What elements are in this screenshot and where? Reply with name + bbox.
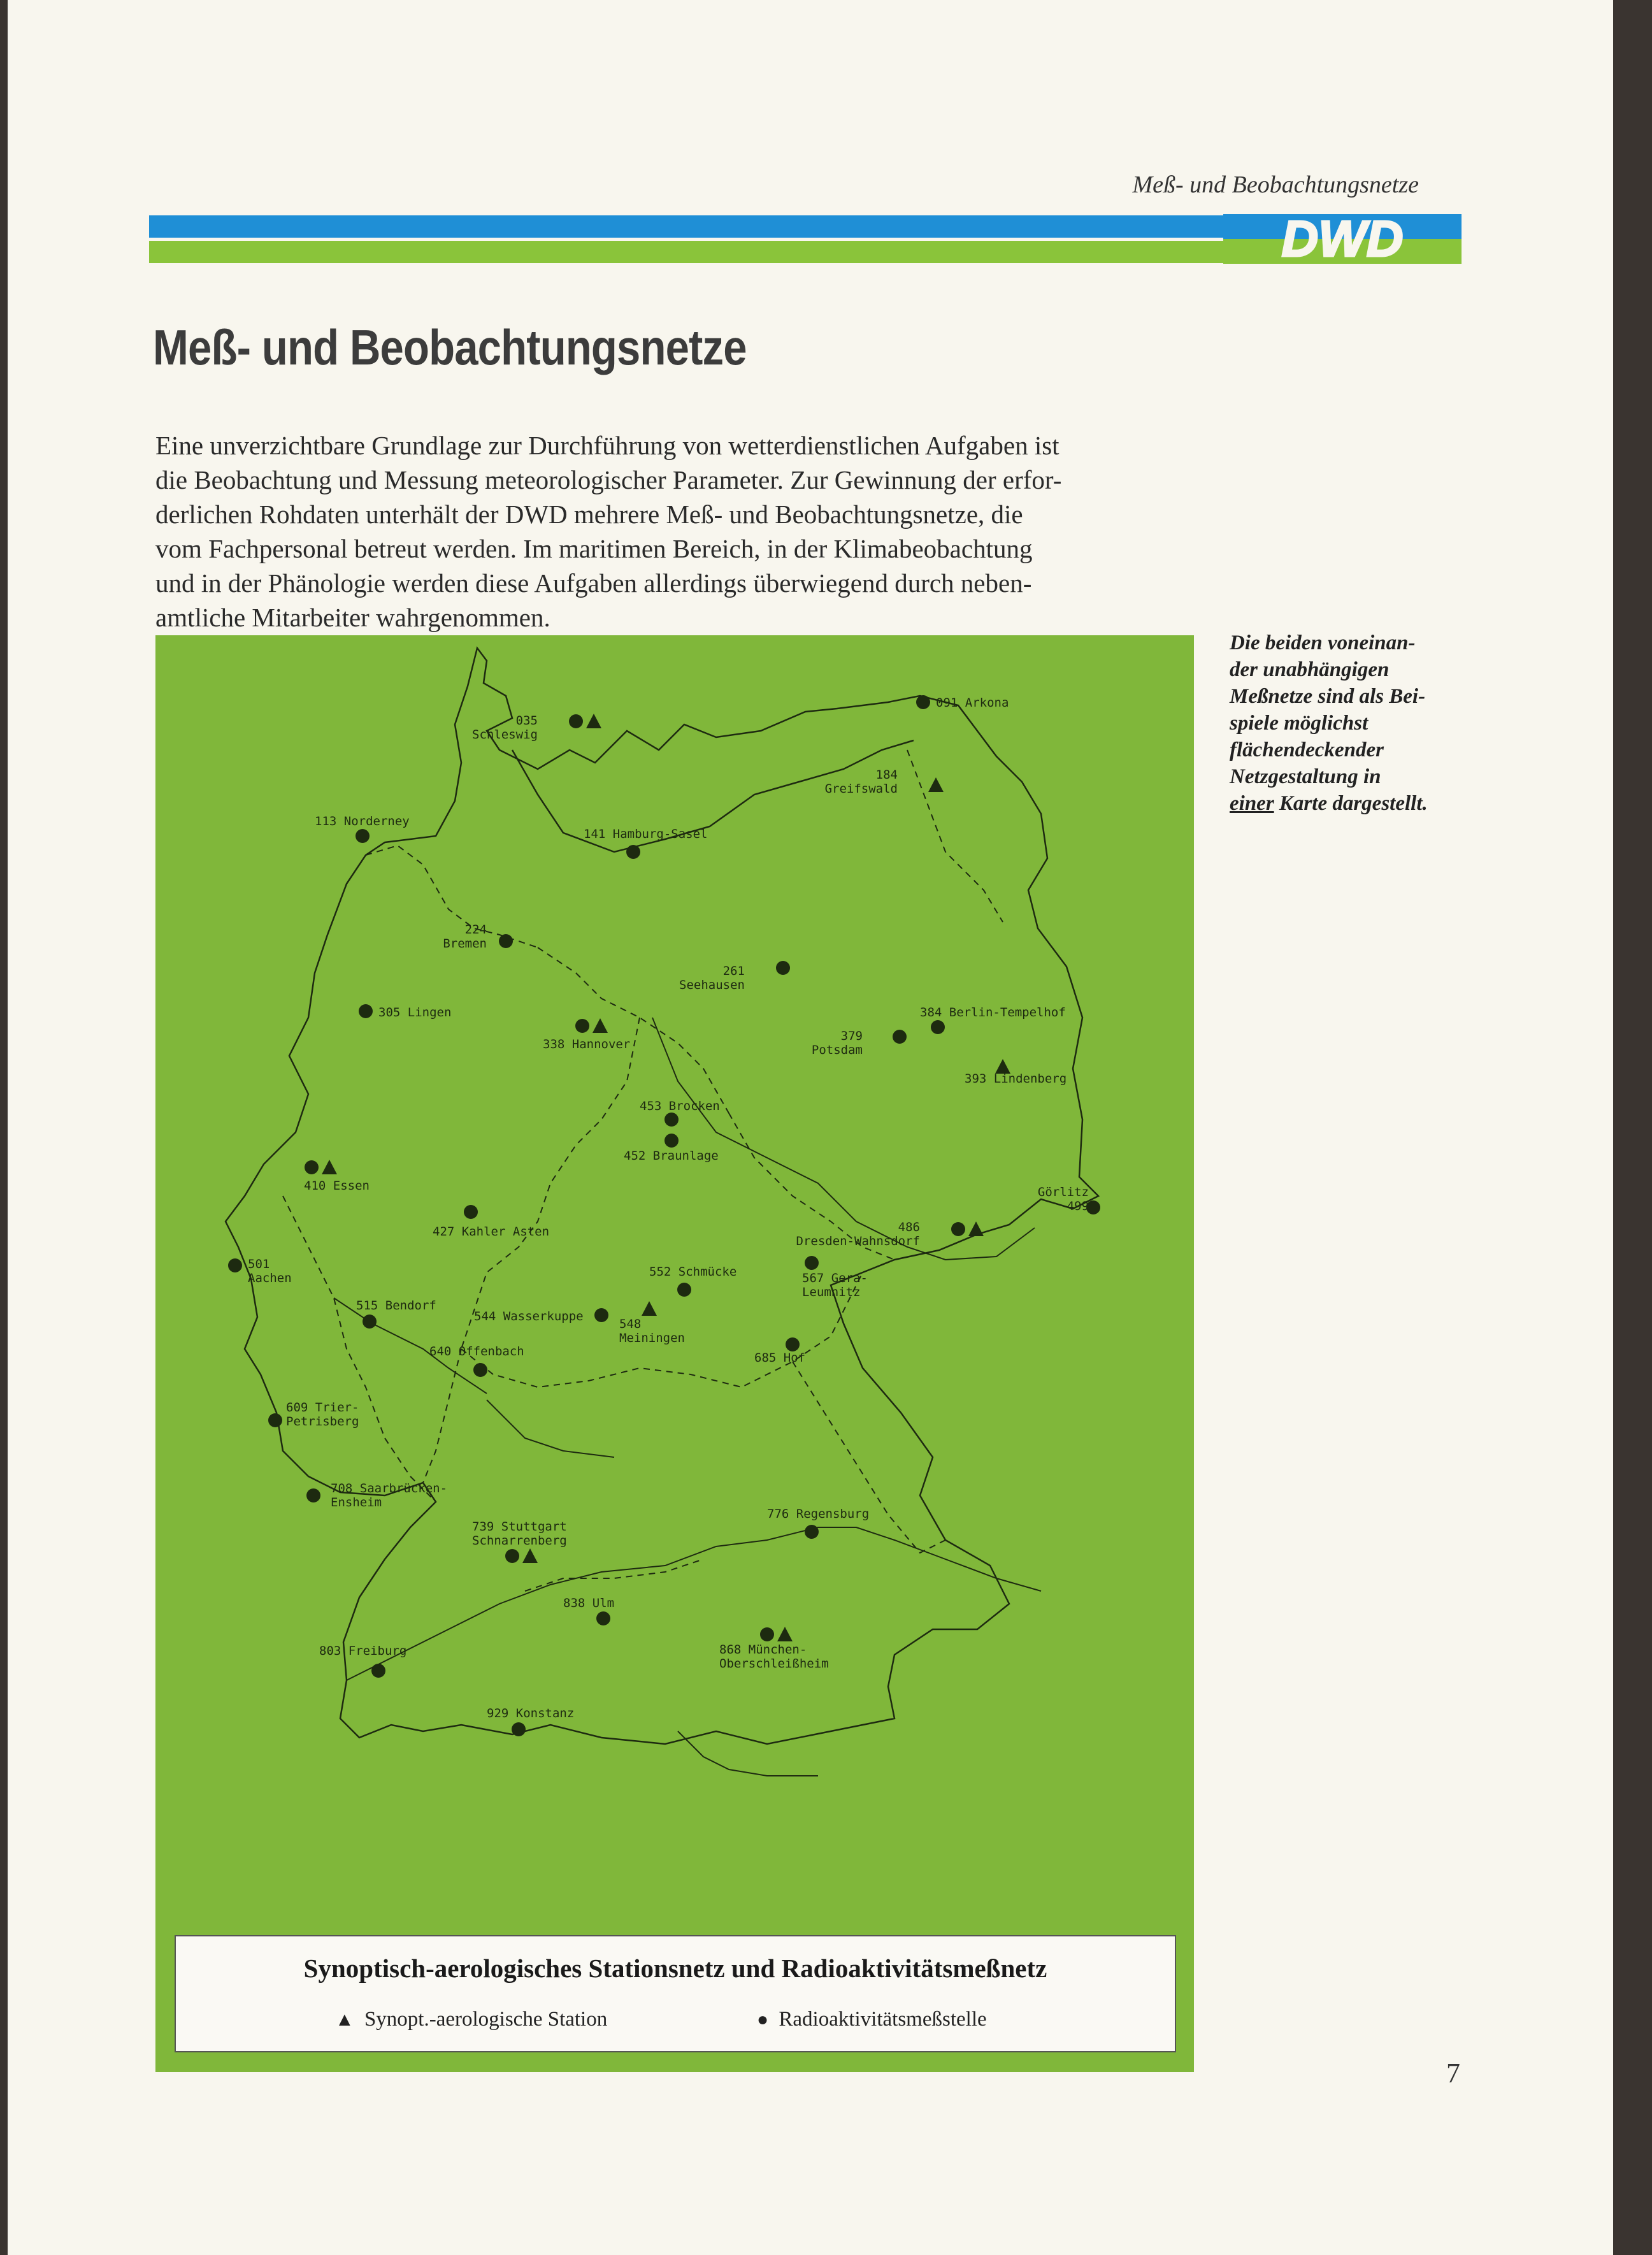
- radioactivity-station-dot: [371, 1664, 385, 1678]
- map-station: [359, 1004, 451, 1019]
- station-label: 035: [515, 714, 538, 728]
- radioactivity-station-dot: [512, 1722, 526, 1736]
- side-note-line: flächendeckender: [1230, 738, 1384, 761]
- radioactivity-station-dot: [664, 1134, 679, 1148]
- synoptic-station-triangle: [522, 1548, 538, 1563]
- side-note-line: Meßnetze sind als Bei-: [1230, 685, 1426, 708]
- synoptic-station-triangle: [322, 1160, 337, 1174]
- dwd-logo-text: DWD: [1281, 214, 1404, 264]
- map-station: [304, 1160, 370, 1193]
- station-label: 515 Bendorf: [356, 1299, 436, 1313]
- map-station: [543, 1018, 630, 1051]
- radioactivity-station-dot: [363, 1315, 377, 1329]
- side-note-line: Die beiden voneinan-: [1230, 631, 1416, 654]
- station-label: 567 Gera-: [802, 1271, 868, 1285]
- station-label: 609 Trier-: [286, 1401, 359, 1415]
- station-map: [155, 635, 1194, 2072]
- page-number: 7: [1446, 2057, 1460, 2089]
- station-label: 838 Ulm: [563, 1596, 615, 1610]
- synoptic-station-triangle: [777, 1627, 793, 1641]
- map-station: [825, 768, 944, 796]
- legend-item-synoptic: [335, 2008, 607, 2031]
- radioactivity-station-dot: [306, 1488, 320, 1502]
- map-station: [584, 827, 707, 859]
- map-station: [649, 1265, 736, 1297]
- station-label: 113 Norderney: [315, 814, 410, 828]
- station-label: 501: [248, 1257, 270, 1271]
- map-station: [965, 1059, 1067, 1086]
- station-label: 091 Arkona: [936, 696, 1009, 710]
- radioactivity-station-dot: [951, 1222, 965, 1236]
- station-label: 453 Brocken: [640, 1099, 720, 1113]
- side-note-line: spiele möglichst: [1230, 712, 1368, 735]
- radioactivity-station-dot: [594, 1308, 608, 1322]
- radioactivity-station-dot: [228, 1258, 242, 1272]
- map-station: [228, 1257, 292, 1285]
- map-station: [812, 1029, 907, 1057]
- radioactivity-station-dot: [569, 714, 583, 728]
- station-label: 379: [840, 1029, 863, 1043]
- map-station: [443, 923, 513, 951]
- station-sublabel: Seehausen: [679, 978, 745, 992]
- map-station: [619, 1301, 685, 1345]
- stations-layer: [228, 695, 1100, 1736]
- station-label: Görlitz: [1037, 1185, 1089, 1199]
- intro-line: und in der Phänologie werden diese Aufgaben allerdings überwiegend durch neben-: [155, 568, 1032, 598]
- map-station: [754, 1337, 805, 1365]
- radioactivity-station-dot: [931, 1020, 945, 1034]
- station-label: 384 Berlin-Tempelhof: [920, 1005, 1066, 1019]
- radioactivity-station-dot: [776, 961, 790, 975]
- legend-item-radioactivity: [757, 2008, 987, 2031]
- legend-title: Synoptisch-aerologisches Stationsnetz und Radioaktivitätsmeßnetz: [303, 1954, 1047, 1983]
- intro-line: vom Fachpersonal betreut werden. Im maritimen Bereich, in der Klimabeobachtung: [155, 534, 1033, 563]
- radioactivity-station-dot: [305, 1160, 319, 1174]
- radioactivity-station-dot: [760, 1627, 774, 1641]
- map-station: [624, 1134, 719, 1163]
- station-label: 739 Stuttgart: [472, 1520, 567, 1534]
- station-label: 776 Regensburg: [767, 1507, 870, 1521]
- station-label: 868 München-: [719, 1643, 807, 1657]
- station-label: 410 Essen: [304, 1179, 370, 1193]
- station-sublabel: Ensheim: [331, 1495, 382, 1509]
- station-sublabel: Schleswig: [472, 728, 538, 742]
- map-station: [472, 714, 601, 742]
- radioactivity-station-dot: [505, 1549, 519, 1563]
- side-note-line: Karte dargestellt.: [1274, 792, 1428, 815]
- triangle-icon: ▲: [335, 2009, 354, 2030]
- radioactivity-station-dot: [499, 934, 513, 948]
- station-label: 261: [722, 964, 745, 978]
- intro-line: amtliche Mitarbeiter wahrgenommen.: [155, 603, 550, 632]
- station-label: 184: [875, 768, 898, 782]
- station-label: 640 Offenbach: [429, 1344, 524, 1358]
- radioactivity-station-dot: [596, 1611, 610, 1625]
- radioactivity-station-dot: [664, 1113, 679, 1127]
- station-sublabel: Aachen: [248, 1271, 292, 1285]
- station-sublabel: Petrisberg: [286, 1415, 359, 1429]
- radioactivity-station-dot: [575, 1019, 589, 1033]
- side-note-underlined-word: einer: [1230, 792, 1274, 815]
- station-sublabel: Dresden-Wahnsdorf: [796, 1234, 920, 1248]
- legend-label-radioactivity: Radioaktivitätsmeßstelle: [779, 2008, 987, 2031]
- radioactivity-station-dot: [268, 1413, 282, 1427]
- station-label: 708 Saarbrücken-: [331, 1481, 448, 1495]
- station-sublabel: 499: [1067, 1199, 1089, 1213]
- radioactivity-station-dot: [356, 829, 370, 843]
- map-station: [767, 1507, 869, 1539]
- synoptic-station-triangle: [968, 1221, 984, 1236]
- synoptic-station-triangle: [593, 1018, 608, 1033]
- radioactivity-station-dot: [893, 1030, 907, 1044]
- map-station: [356, 1299, 436, 1329]
- station-sublabel: Leumnitz: [802, 1285, 861, 1299]
- station-label: 548: [619, 1317, 642, 1331]
- map-station: [429, 1344, 524, 1377]
- station-label: 552 Schmücke: [649, 1265, 737, 1279]
- station-sublabel: Bremen: [443, 937, 487, 951]
- station-sublabel: Oberschleißheim: [719, 1657, 829, 1671]
- station-sublabel: Meiningen: [619, 1331, 685, 1345]
- dot-icon: ●: [757, 2009, 769, 2030]
- radioactivity-station-dot: [805, 1256, 819, 1270]
- side-note-line: der unabhängigen: [1230, 658, 1390, 681]
- station-label: 452 Braunlage: [624, 1149, 719, 1163]
- map-station: [268, 1401, 359, 1429]
- map-station: [433, 1205, 549, 1239]
- running-head: Meß- und Beobachtungsnetze: [1132, 171, 1419, 198]
- station-label: 929 Konstanz: [487, 1706, 575, 1720]
- intro-line: derlichen Rohdaten unterhält der DWD mehrere Meß- und Beobachtungsnetze, die: [155, 500, 1023, 529]
- legend-label-synoptic: Synopt.-aerologische Station: [364, 2008, 608, 2031]
- radioactivity-station-dot: [626, 845, 640, 859]
- intro-line: die Beobachtung und Messung meteorologischer Parameter. Zur Gewinnung der erfor-: [155, 465, 1062, 494]
- radioactivity-station-dot: [805, 1525, 819, 1539]
- station-label: 685 Hof: [754, 1351, 806, 1365]
- station-label: 305 Lingen: [378, 1005, 452, 1019]
- radioactivity-station-dot: [916, 695, 930, 709]
- germany-map: [155, 635, 1194, 2072]
- map-station: [719, 1627, 829, 1671]
- intro-paragraph: [155, 428, 1200, 635]
- station-sublabel: Potsdam: [811, 1043, 863, 1057]
- station-label: 224: [464, 923, 487, 937]
- header-band-green: [149, 241, 1267, 263]
- map-station: [640, 1099, 720, 1127]
- station-label: 803 Freiburg: [319, 1644, 407, 1658]
- national-border: [226, 648, 1098, 1744]
- synoptic-station-triangle: [642, 1301, 657, 1316]
- side-note: [1230, 630, 1472, 817]
- synoptic-station-triangle: [586, 714, 601, 728]
- radioactivity-station-dot: [464, 1205, 478, 1219]
- map-station: [920, 1005, 1066, 1034]
- document-page: [8, 0, 1613, 2255]
- station-label: 393 Lindenberg: [965, 1072, 1067, 1086]
- map-station: [802, 1256, 868, 1299]
- map-station: [563, 1596, 614, 1625]
- station-sublabel: Greifswald: [824, 782, 898, 796]
- header-band-blue: [149, 215, 1267, 238]
- intro-line: Eine unverzichtbare Grundlage zur Durchführung von wetterdienstlichen Aufgaben ist: [155, 431, 1059, 460]
- station-label: 427 Kahler Asten: [433, 1225, 550, 1239]
- station-label: 338 Hannover: [543, 1037, 631, 1051]
- map-station: [474, 1308, 608, 1323]
- station-sublabel: Schnarrenberg: [472, 1534, 567, 1548]
- synoptic-station-triangle: [928, 777, 944, 792]
- map-station: [315, 814, 410, 843]
- map-legend: [175, 1935, 1176, 2052]
- radioactivity-station-dot: [473, 1363, 487, 1377]
- side-note-line: Netzgestaltung in: [1230, 765, 1381, 788]
- radioactivity-station-dot: [359, 1004, 373, 1018]
- map-station: [472, 1520, 567, 1563]
- dwd-logo: [1223, 214, 1462, 264]
- station-label: 141 Hamburg-Sasel: [584, 827, 708, 841]
- station-label: 544 Wasserkuppe: [474, 1309, 584, 1323]
- station-label: 486: [898, 1220, 920, 1234]
- radioactivity-station-dot: [677, 1283, 691, 1297]
- article-title: Meß- und Beobachtungsnetze: [153, 319, 747, 375]
- radioactivity-station-dot: [786, 1337, 800, 1351]
- map-station: [916, 695, 1009, 710]
- map-station: [679, 961, 790, 992]
